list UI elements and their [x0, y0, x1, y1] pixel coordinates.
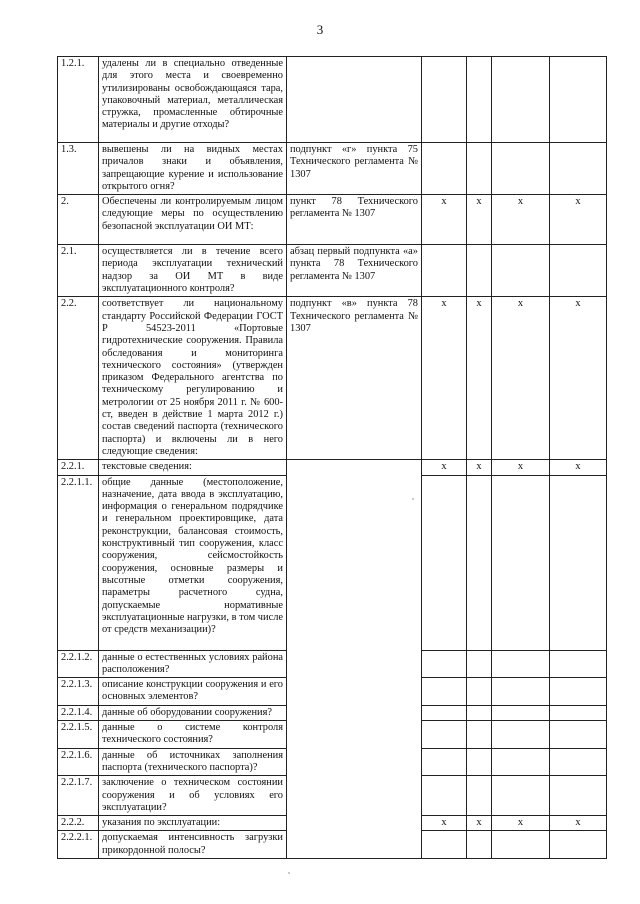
mark-yes: x: [422, 195, 467, 245]
question-text: допускаемая интенсивность загрузки прикордонной полосы?: [99, 831, 287, 859]
mark-note: [550, 143, 607, 195]
mark-yes: [422, 721, 467, 749]
mark-not-applicable: [492, 705, 550, 720]
row-number: 2.2.: [58, 297, 99, 460]
table-row: [58, 195, 607, 245]
row-number: 1.3.: [58, 143, 99, 195]
checklist-table: [57, 56, 607, 859]
mark-note: [550, 705, 607, 720]
legal-basis: [287, 57, 422, 143]
mark-not-applicable: x: [492, 816, 550, 831]
mark-yes: [422, 245, 467, 297]
question-text: общие данные (местоположение, назначение, дата ввода в эксплуатацию, информация о генеральном подрядчике и генеральном проектировщике, дата реконструкции, балансовая стоимость, конструктивный тип сооружения, класс сооружения, сейсмостойкость сооружения, основные размеры и высотные отметки сооружения, параметры расчетного судна, допускаемые нормативные эксплуатационные нагрузки, в том числе от средств механизации)?: [99, 475, 287, 650]
mark-not-applicable: [492, 57, 550, 143]
mark-not-applicable: [492, 650, 550, 678]
mark-note: x: [550, 297, 607, 460]
question-text: указания по эксплуатации:: [99, 816, 287, 831]
mark-no: [467, 678, 492, 706]
legal-basis: подпункт «г» пункта 75 Технического регламента № 1307: [287, 143, 422, 195]
row-number: 2.2.2.1.: [58, 831, 99, 859]
mark-no: [467, 475, 492, 650]
question-text: осуществляется ли в течение всего периода эксплуатации технический надзор за ОИ МТ в виде эксплуатационного контроля?: [99, 245, 287, 297]
mark-note: [550, 831, 607, 859]
row-number: 2.2.1.7.: [58, 776, 99, 816]
mark-no: [467, 831, 492, 859]
mark-note: [550, 475, 607, 650]
question-text: описание конструкции сооружения и его основных элементов?: [99, 678, 287, 706]
row-number: 2.2.1.6.: [58, 748, 99, 776]
table-row: [58, 245, 607, 297]
question-text: данные об источниках заполнения паспорта (технического паспорта)?: [99, 748, 287, 776]
mark-not-applicable: x: [492, 460, 550, 475]
mark-no: [467, 245, 492, 297]
mark-not-applicable: [492, 245, 550, 297]
row-number: 2.2.1.2.: [58, 650, 99, 678]
question-text: данные о естественных условиях района расположения?: [99, 650, 287, 678]
mark-yes: [422, 143, 467, 195]
mark-no: [467, 57, 492, 143]
page-number: 3: [316, 22, 324, 37]
row-number: 2.2.1.5.: [58, 721, 99, 749]
legal-basis: пункт 78 Технического регламента № 1307: [287, 195, 422, 245]
mark-no: [467, 748, 492, 776]
row-number: 2.2.2.: [58, 816, 99, 831]
mark-yes: [422, 57, 467, 143]
mark-yes: x: [422, 816, 467, 831]
mark-no: [467, 143, 492, 195]
mark-yes: [422, 705, 467, 720]
mark-note: [550, 650, 607, 678]
mark-no: [467, 776, 492, 816]
legal-basis: подпункт «в» пункта 78 Технического регламента № 1307: [287, 297, 422, 460]
mark-yes: [422, 831, 467, 859]
mark-note: [550, 748, 607, 776]
mark-note: [550, 678, 607, 706]
mark-not-applicable: [492, 831, 550, 859]
question-text: данные о системе контроля технического состояния?: [99, 721, 287, 749]
mark-yes: x: [422, 297, 467, 460]
mark-no: [467, 721, 492, 749]
mark-no: [467, 650, 492, 678]
row-number: 2.1.: [58, 245, 99, 297]
mark-note: x: [550, 195, 607, 245]
legal-basis-merged: [287, 460, 422, 859]
mark-not-applicable: x: [492, 297, 550, 460]
mark-note: [550, 57, 607, 143]
table-row: [58, 460, 607, 475]
mark-no: x: [467, 195, 492, 245]
mark-no: x: [467, 816, 492, 831]
mark-no: [467, 705, 492, 720]
table-row: [58, 57, 607, 143]
row-number: 2.: [58, 195, 99, 245]
mark-not-applicable: [492, 721, 550, 749]
question-text: данные об оборудовании сооружения?: [99, 705, 287, 720]
row-number: 1.2.1.: [58, 57, 99, 143]
question-text: Обеспечены ли контролируемым лицом следующие меры по осуществлению безопасной эксплуатации ОИ МТ:: [99, 195, 287, 245]
mark-no: x: [467, 460, 492, 475]
mark-note: [550, 245, 607, 297]
question-text: текстовые сведения:: [99, 460, 287, 475]
question-text: вывешены ли на видных местах причалов знаки и объявления, запрещающие курение и использование открытого огня?: [99, 143, 287, 195]
mark-no: x: [467, 297, 492, 460]
mark-not-applicable: [492, 143, 550, 195]
scan-speck: [288, 872, 290, 874]
mark-yes: [422, 776, 467, 816]
row-number: 2.2.1.3.: [58, 678, 99, 706]
mark-note: x: [550, 816, 607, 831]
question-text: удалены ли в специально отведенные для этого места и своевременно утилизированы освобождающаяся тара, упаковочный материал, металлическая стружка, промасленные обтирочные материалы и другие отходы?: [99, 57, 287, 143]
mark-yes: [422, 650, 467, 678]
mark-yes: [422, 748, 467, 776]
mark-not-applicable: [492, 678, 550, 706]
table-row: [58, 297, 607, 460]
scan-speck: [412, 498, 414, 500]
mark-not-applicable: [492, 748, 550, 776]
mark-not-applicable: [492, 475, 550, 650]
question-text: заключение о техническом состоянии сооружения и об условиях его эксплуатации?: [99, 776, 287, 816]
mark-yes: x: [422, 460, 467, 475]
mark-yes: [422, 475, 467, 650]
table-row: [58, 143, 607, 195]
mark-note: x: [550, 460, 607, 475]
mark-note: [550, 721, 607, 749]
row-number: 2.2.1.1.: [58, 475, 99, 650]
mark-not-applicable: x: [492, 195, 550, 245]
mark-note: [550, 776, 607, 816]
legal-basis: абзац первый подпункта «а» пункта 78 Технического регламента № 1307: [287, 245, 422, 297]
question-text: соответствует ли национальному стандарту Российской Федерации ГОСТ Р 54523-2011 «Портовые гидротехнические сооружения. Правила обследования и мониторинга технического состояния» (утвержден приказом Федерального агентства по техническому регулированию и метрологии от 25 ноября 2011 г. № 600-ст, введен в действие 1 марта 2012 г.) состав сведений паспорта (технического паспорта) и включены ли в него следующие сведения:: [99, 297, 287, 460]
row-number: 2.2.1.: [58, 460, 99, 475]
mark-not-applicable: [492, 776, 550, 816]
row-number: 2.2.1.4.: [58, 705, 99, 720]
mark-yes: [422, 678, 467, 706]
